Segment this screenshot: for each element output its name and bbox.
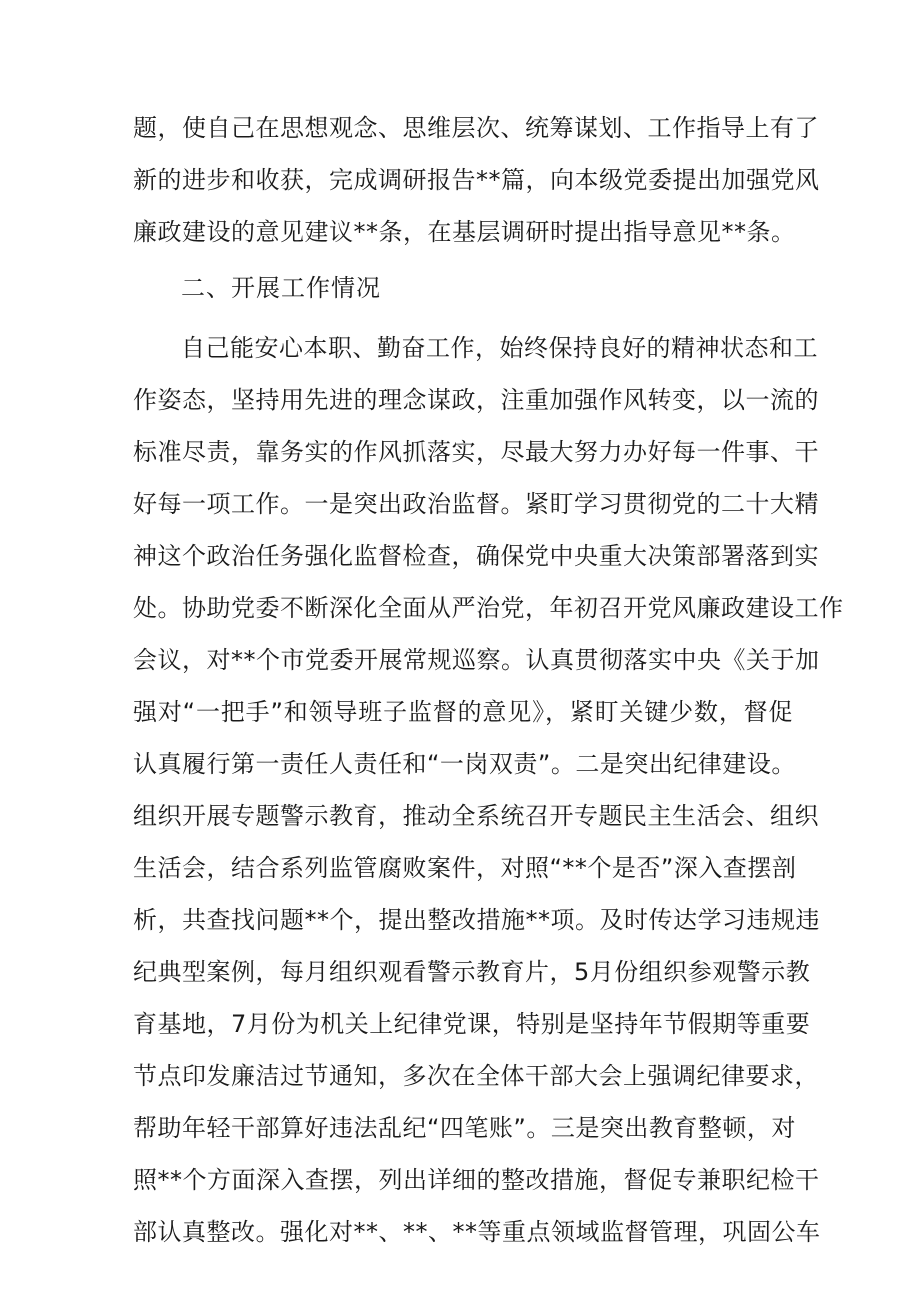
paragraph-2-line-4: 好每一项工作。一是突出政治监督。紧盯学习贯彻党的二十大精 — [133, 490, 819, 518]
paragraph-2-line-7: 会议，对**个市党委开展常规巡察。认真贯彻落实中央《关于加 — [133, 646, 820, 674]
paragraph-2-line-3: 标准尽责，靠务实的作风抓落实，尽最大努力办好每一件事、干 — [133, 438, 819, 466]
paragraph-2-line-14: 育基地，7月份为机关上纪律党课，特别是坚持年节假期等重要 — [133, 1010, 811, 1038]
paragraph-1-line-3: 廉政建设的意见建议**条，在基层调研时提出指导意见**条。 — [133, 218, 796, 246]
paragraph-1-line-1: 题，使自己在思想观念、思维层次、统筹谋划、工作指导上有了 — [133, 114, 819, 142]
paragraph-2-line-5: 神这个政治任务强化监督检查，确保党中央重大决策部署落到实 — [133, 542, 819, 570]
paragraph-2-line-12: 析，共查找问题**个，提出整改措施**项。及时传达学习违规违 — [133, 906, 820, 934]
paragraph-2-line-18: 部认真整改。强化对**、**、**等重点领域监督管理，巩固公车 — [133, 1218, 821, 1246]
paragraph-2-line-9: 认真履行第一责任人责任和“一岗双责”。二是突出纪律建设。 — [133, 750, 796, 778]
paragraph-2-line-11: 生活会，结合系列监管腐败案件，对照“**个是否”深入查摆剖 — [133, 854, 797, 882]
paragraph-2-line-1: 自己能安心本职、勤奋工作，始终保持良好的精神状态和工 — [181, 334, 818, 362]
paragraph-2-line-10: 组织开展专题警示教育，推动全系统召开专题民主生活会、组织 — [133, 802, 819, 830]
paragraph-2-line-13: 纪典型案例，每月组织观看警示教育片，5月份组织参观警示教 — [133, 958, 811, 986]
paragraph-2-line-2: 作姿态，坚持用先进的理念谋政，注重加强作风转变，以一流的 — [133, 386, 819, 414]
paragraph-2-line-17: 照**个方面深入查摆，列出详细的整改措施，督促专兼职纪检干 — [133, 1166, 820, 1194]
paragraph-2-line-6: 处。协助党委不断深化全面从严治党，年初召开党风廉政建设工作 — [133, 594, 844, 622]
paragraph-2-line-8: 强对“一把手”和领导班子监督的意见》，紧盯关键少数，督促 — [133, 698, 793, 726]
paragraph-2-line-16: 帮助年轻干部算好违法乱纪“四笔账”。三是突出教育整顿，对 — [133, 1114, 796, 1142]
paragraph-1-line-2: 新的进步和收获，完成调研报告**篇，向本级党委提出加强党风 — [133, 166, 820, 194]
section-heading: 二、开展工作情况 — [181, 274, 381, 302]
paragraph-2-line-15: 节点印发廉洁过节通知，多次在全体干部大会上强调纪律要求， — [133, 1062, 819, 1090]
